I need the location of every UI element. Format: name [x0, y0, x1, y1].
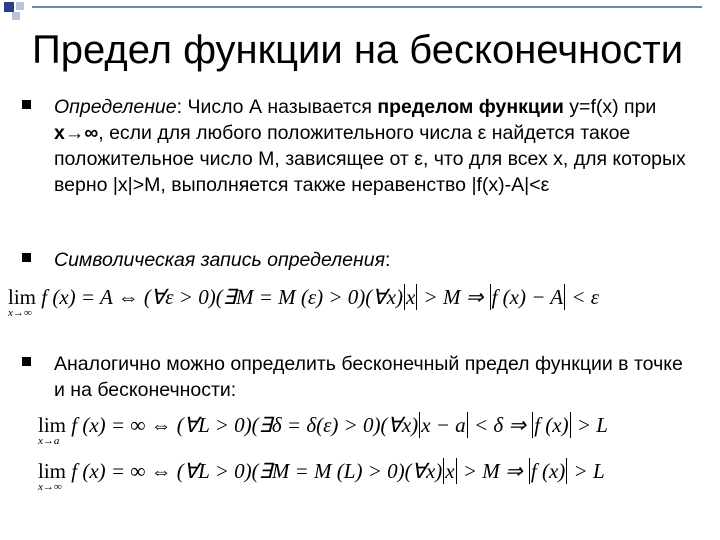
- abs-bar: [467, 412, 468, 438]
- lim-operator: lim: [8, 285, 37, 309]
- lim-subscript: x→∞: [38, 481, 62, 493]
- bullet-symbolic: [22, 247, 702, 273]
- formula-part: > M ⇒: [418, 285, 489, 309]
- formula-part: f (x) = A ⇔ (∀ε > 0)(∃M = M (ε) > 0)(∀x): [36, 285, 403, 309]
- abs-bar: [490, 284, 491, 310]
- bullet-marker: [22, 357, 31, 366]
- formula-part: f (x) = ∞ ⇔ (∀L > 0)(∃δ = δ(ε) > 0)(∀x): [66, 413, 419, 437]
- formula-part: f (x): [534, 413, 569, 437]
- analogous-text: Аналогично можно определить бесконечный предел функции в точке и на бесконечности:: [54, 353, 683, 401]
- symbolic-label: Символическая запись определения: [54, 249, 385, 271]
- formula-part: f (x): [530, 459, 566, 483]
- formula-part: < δ ⇒: [468, 413, 532, 437]
- formula-infinite-limit-infinity: [38, 458, 605, 484]
- text-segment: y=f(x) при: [563, 96, 657, 118]
- formula-part: > L: [571, 413, 608, 437]
- lim-operator: lim: [38, 413, 67, 437]
- deco-square: [12, 12, 20, 20]
- definition-label: Определение: [54, 96, 177, 118]
- lim-operator: lim: [38, 459, 67, 483]
- bullet-analogous: [22, 351, 702, 403]
- formula-part: < ε: [566, 285, 600, 309]
- bullet-definition: [22, 94, 702, 198]
- abs-bar: [564, 284, 565, 310]
- text-segment: , если для любого положительного числа ε найдется такое положительное число M, зависящее от ε, что для всех x, для которых верно |x|>M, выполняется также неравенство |f(x)-A|<ε: [54, 122, 686, 196]
- bullet-marker: [22, 100, 31, 109]
- formula-part: > L: [568, 459, 605, 483]
- deco-square: [16, 2, 24, 10]
- slide-title: Предел функции на бесконечности: [32, 28, 684, 72]
- formula-part: f (x) − A: [491, 285, 564, 309]
- condition-bold: x→∞: [54, 122, 99, 144]
- formula-limit-infinity: [8, 284, 599, 310]
- abs-bar: [529, 458, 530, 484]
- definition-text: [54, 94, 694, 198]
- abs-bar: [456, 458, 457, 484]
- abs-bar: [404, 284, 405, 310]
- formula-infinite-limit-point: [38, 412, 608, 438]
- title-rule: [32, 6, 702, 8]
- term-bold: пределом функции: [377, 96, 564, 118]
- symbolic-text: [54, 247, 694, 273]
- abs-bar: [570, 412, 571, 438]
- lim-subscript: x→a: [38, 435, 60, 447]
- formula-part: > M ⇒: [457, 459, 528, 483]
- formula-part: x − a: [421, 413, 466, 437]
- formula-part: f (x) = ∞ ⇔ (∀L > 0)(∃M = M (L) > 0)(∀x): [66, 459, 443, 483]
- lim-subscript: x→∞: [8, 307, 32, 319]
- text-segment: : Число А называется: [176, 96, 378, 118]
- formula-part: x: [445, 459, 455, 483]
- text-segment: :: [385, 249, 391, 271]
- deco-square: [4, 2, 14, 12]
- formula-part: x: [405, 285, 416, 309]
- bullet-marker: [22, 253, 31, 262]
